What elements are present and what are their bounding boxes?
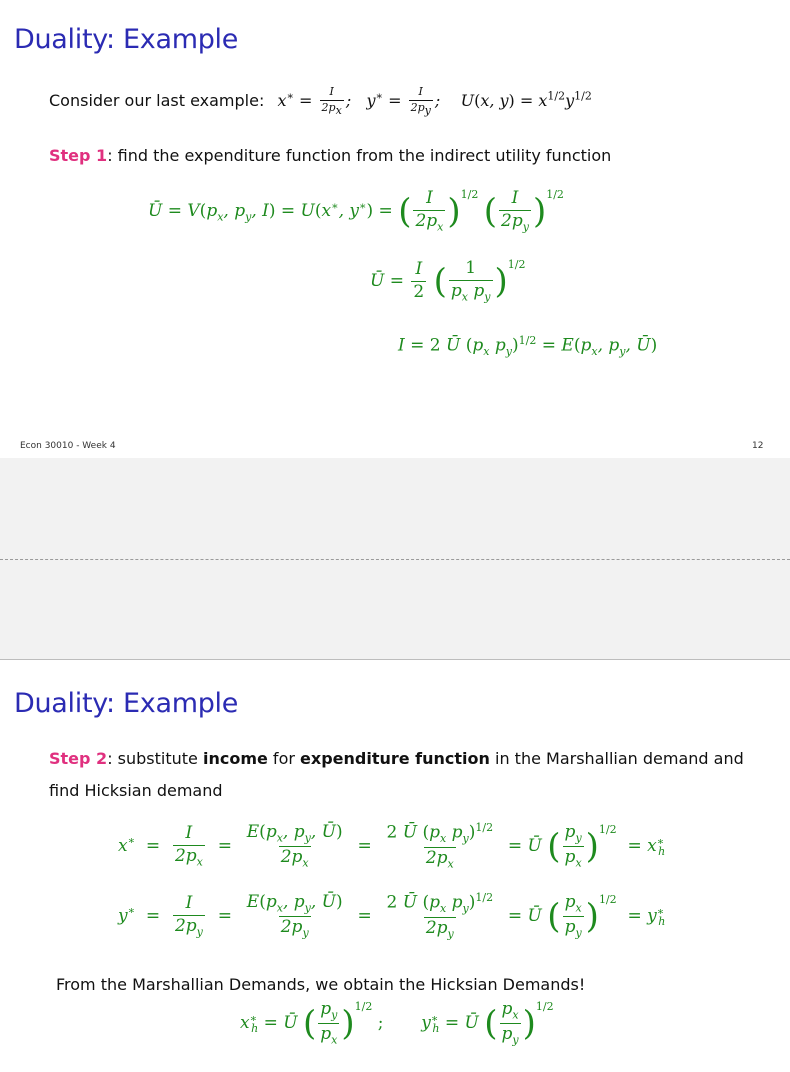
step-1-text: : find the expenditure function from the indirect utility function	[107, 146, 612, 165]
equation-utility-indirect: Ū = $V(p_x$, $p_y$, I) = U(x∗, y∗) = ( $\frac{I}{2p_x}$ )$^{1/2}$ ( $\frac{I}{2p_y}$ )$^{1/2}$	[148, 188, 564, 234]
conclusion-text: From the Marshallian Demands, we obtain the Hicksian Demands!	[56, 975, 586, 994]
page-break-dashed-line	[0, 559, 790, 560]
step-2-text-c: in the Marshallian demand and	[489, 749, 744, 768]
slide-2	[0, 660, 790, 1072]
intro-text: Consider our last example:	[49, 91, 265, 111]
slide-1	[0, 0, 790, 458]
equation-hicksian-summary: $x^∗_h$ = Ū ( $\frac{p_y}{p_x}$ )$^{1/2}$ ; $y^∗_h$ = Ū ( $\frac{p_x}{p_y}$ )$^{1/2}$	[240, 999, 554, 1047]
bold-income: income	[202, 749, 268, 768]
step-2-line-1	[49, 749, 744, 768]
equation-x-hicksian: x∗ = $\frac{I}{2p_x}$ = $\frac{E(p_x, p_y, Ū)}{2p_x}$ = $\frac{2 Ū (p_x p_y)^{1/2}}{2p_x}$ = Ū ( $\frac{p_y}{p_x}$ )$^{1/2} = x^∗_h$	[118, 821, 666, 871]
intro-math: x∗ = $\frac{I}{2p_x}$ ; y∗ = $\frac{I}{2p_y}$ ; U(x, $y) = x^{1/2}y^{1/2}$	[277, 85, 592, 117]
equation-expenditure: I = 2 Ū ($p_x$ $p_y)^{1/2} = E(p_x$, $p_y$, Ū)	[398, 334, 658, 359]
footer-page-number: 12	[752, 441, 764, 451]
step-2-line-2: find Hicksian demand	[49, 781, 223, 800]
intro-line	[49, 86, 592, 117]
bold-expenditure-function: expenditure function	[300, 749, 490, 768]
footer-course: Econ 30010 - Week 4	[20, 441, 116, 451]
slide-1-title: Duality: Example	[14, 24, 239, 55]
step-1-line	[49, 146, 611, 165]
step-2-text-b: for	[267, 749, 301, 768]
slide-2-title: Duality: Example	[14, 688, 239, 719]
step-1-label: Step 1	[49, 146, 108, 165]
equation-y-hicksian: y∗ = $\frac{I}{2p_y}$ = $\frac{E(p_x, p_y, Ū)}{2p_y}$ = $\frac{2 Ū (p_x p_y)^{1/2}}{2p_y}$ = Ū ( $\frac{p_x}{p_y}$ )$^{1/2} = y^∗_h$	[118, 891, 666, 941]
equation-ubar: Ū = $\frac{I}{2}$ ( $\frac{1}{p_x p_y}$ )$^{1/2}$	[370, 258, 526, 304]
step-2-label: Step 2	[49, 749, 108, 768]
step-2-text-a: : substitute	[107, 749, 203, 768]
